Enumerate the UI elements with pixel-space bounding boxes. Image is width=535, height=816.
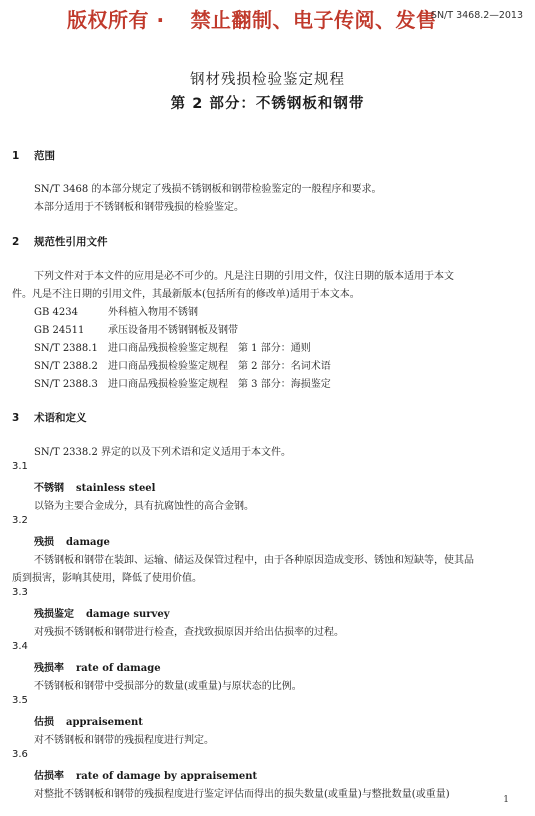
term-heading <box>34 713 143 728</box>
term-definition: 对不锈钢板和钢带的残损程度进行判定。 <box>34 735 214 746</box>
copyright-watermark <box>67 4 437 33</box>
term-zh: 残损鉴定 <box>34 609 74 620</box>
scope-paragraph-1: SN/T 3468 的本部分规定了残损不锈钢板和钢带检验鉴定的一般程序和要求。 <box>34 184 382 195</box>
ref-title: 外科植入物用不锈钢 <box>108 307 198 318</box>
ref-code: SN/T 2388.1 <box>34 343 98 354</box>
term-definition: 以铬为主要合金成分，具有抗腐蚀性的高合金钢。 <box>34 501 254 512</box>
ref-code: SN/T 2388.3 <box>34 379 98 390</box>
term-zh: 残损 <box>34 537 54 548</box>
ref-code: GB 4234 <box>34 307 78 318</box>
ref-title: 进口商品残损检验鉴定规程 第 2 部分：名词术语 <box>108 361 331 372</box>
scope-paragraph-2: 本部分适用于不锈钢板和钢带残损的检验鉴定。 <box>34 202 244 213</box>
ref-item <box>34 303 198 318</box>
term-heading <box>34 479 155 494</box>
term-number: 3.2 <box>12 515 28 526</box>
section-number: 3 <box>12 412 20 424</box>
ref-code: SN/T 2388.2 <box>34 361 98 372</box>
page-number: 1 <box>503 795 509 805</box>
document-subtitle: 第 2 部分：不锈钢板和钢带 <box>170 96 365 112</box>
ref-title: 进口商品残损检验鉴定规程 第 3 部分：海损鉴定 <box>108 379 331 390</box>
watermark-left: 版权所有 · <box>67 8 165 32</box>
terms-intro: SN/T 2338.2 界定的以及下列术语和定义适用于本文件。 <box>34 447 291 458</box>
section-number: 1 <box>12 150 20 162</box>
term-en: appraisement <box>66 717 143 728</box>
term-definition: 不锈钢板和钢带中受损部分的数量(或重量)与原状态的比例。 <box>34 681 302 692</box>
document-title: 钢材残损检验鉴定规程 <box>190 72 345 88</box>
term-zh: 不锈钢 <box>34 483 64 494</box>
term-heading <box>34 659 161 674</box>
ref-item <box>34 375 331 390</box>
term-heading <box>34 605 170 620</box>
term-en: rate of damage <box>76 663 161 674</box>
term-en: stainless steel <box>76 483 156 494</box>
section-heading-scope <box>12 148 55 163</box>
document-id: SN/T 3468.2—2013 <box>430 10 523 21</box>
section-number: 2 <box>12 236 20 248</box>
term-number: 3.3 <box>12 587 28 598</box>
section-title: 规范性引用文件 <box>34 236 108 248</box>
term-definition: 对残损不锈钢板和钢带进行检查，查找致损原因并给出估损率的过程。 <box>34 627 344 638</box>
term-number: 3.4 <box>12 641 28 652</box>
refs-intro-line-2: 件。凡是不注日期的引用文件，其最新版本(包括所有的修改单)适用于本文本。 <box>12 289 360 300</box>
section-title: 范围 <box>34 150 55 162</box>
section-heading-terms <box>12 410 87 425</box>
ref-title: 进口商品残损检验鉴定规程 第 1 部分：通则 <box>108 343 311 354</box>
term-zh: 估损 <box>34 717 54 728</box>
ref-item <box>34 339 311 354</box>
term-number: 3.5 <box>12 695 28 706</box>
refs-intro-line-1: 下列文件对于本文件的应用是必不可少的。凡是注日期的引用文件，仅注日期的版本适用于本文 <box>34 271 454 282</box>
section-heading-refs <box>12 234 108 249</box>
term-definition-continued: 质到损害，影响其使用，降低了使用价值。 <box>12 573 202 584</box>
ref-item <box>34 357 331 372</box>
ref-code: GB 24511 <box>34 325 85 336</box>
term-zh: 估损率 <box>34 771 64 782</box>
term-heading <box>34 767 257 782</box>
term-en: rate of damage by appraisement <box>76 771 258 782</box>
term-en: damage survey <box>86 609 170 620</box>
term-en: damage <box>66 537 110 548</box>
ref-title: 承压设备用不锈钢钢板及钢带 <box>108 325 238 336</box>
section-title: 术语和定义 <box>34 412 87 424</box>
term-definition: 不锈钢板和钢带在装卸、运输、储运及保管过程中，由于各种原因造成变形、锈蚀和短缺等，使其品 <box>34 555 474 566</box>
term-heading <box>34 533 110 548</box>
term-number: 3.6 <box>12 749 28 760</box>
watermark-right: 禁止翻制、电子传阅、发售 <box>190 8 437 32</box>
term-number: 3.1 <box>12 461 28 472</box>
term-definition: 对整批不锈钢板和钢带的残损程度进行鉴定评估而得出的损失数量(或重量)与整批数量(或重量) <box>34 789 450 800</box>
term-zh: 残损率 <box>34 663 64 674</box>
ref-item <box>34 321 238 336</box>
